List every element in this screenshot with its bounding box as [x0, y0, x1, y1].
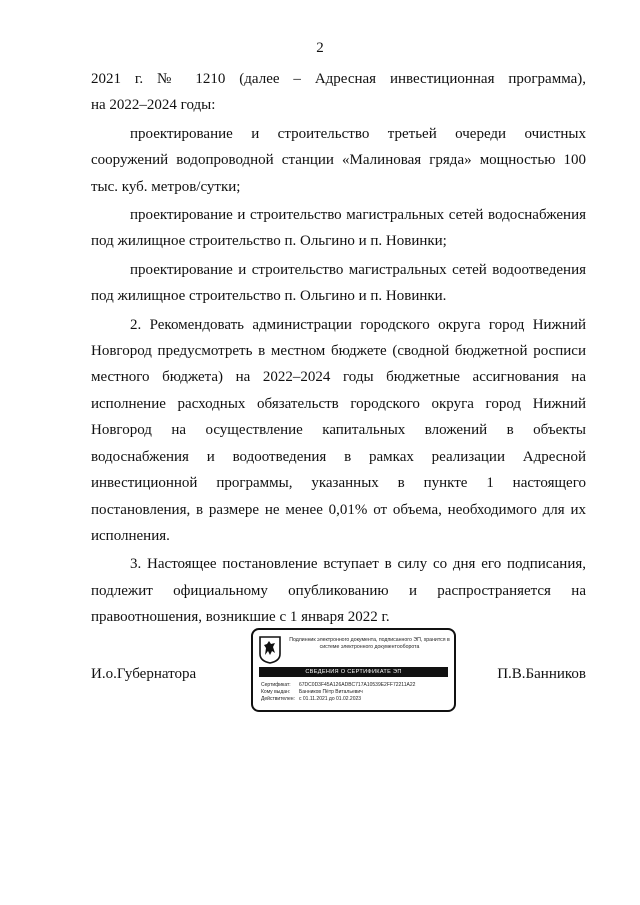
stamp-header: Подлинник электронного документа, подписанного ЭП, хранится в системе электронного документооборота: [289, 637, 450, 650]
page-number: 2: [316, 40, 324, 56]
paragraph-item-sewerage: проектирование и строительство магистральных сетей водоотведения под жилищное строительство п. Ольгино и п. Новинки.: [91, 261, 586, 305]
signatory-name: П.В.Банников: [497, 666, 586, 682]
stamp-details: [261, 682, 451, 703]
paragraph-item-water-supply: проектирование и строительство магистральных сетей водоснабжения под жилищное строительство п. Ольгино и п. Новинки;: [91, 207, 586, 250]
electronic-signature-stamp: [251, 628, 456, 712]
stamp-row-validity: Действителен: с 01.11.2021 до 01.02.2023: [261, 696, 362, 702]
paragraph-item-treatment: проектирование и строительство третьей очереди очистных сооружений водопроводной станции «Малиновая гряда» мощностью 100 тыс. куб. метров/сутки;: [91, 125, 586, 195]
document-body: [91, 66, 586, 631]
paragraph-continuation: 2021 г. № 1210 (далее – Адресная инвестиционная программа),: [91, 71, 586, 87]
paragraph-clause-3: 3. Настоящее постановление вступает в силу со дня его подписания, подлежит официальному опубликованию и распространяется на правоотношения, возникшие с 1 января 2022 г.: [91, 556, 586, 626]
stamp-row-certificate: Сертификат: 67DC0D3F45A126ADBC717A10539E2FF72211A22: [261, 682, 416, 688]
paragraph-years: на 2022–2024 годы:: [91, 97, 216, 114]
paragraph-clause-2: 2. Рекомендовать администрации городского округа город Нижний Новгород предусмотреть в местном бюджете (сводной бюджетной росписи местного бюджета) на 2022–2024 годы бюджетные ассигнования на исполнение расходных обязательств городского округа город Нижний Новгород на осуществление капитальных вложений в объекты водоснабжения и водоотведения в рамках реализации Адресной инвестиционной программы, указанных в пункте 1 настоящего постановления, в размере не менее 0,01% от объема, необходимого для их исполнения.: [91, 316, 586, 544]
coat-of-arms-icon: [259, 636, 281, 664]
signatory-position: И.о.Губернатора: [91, 666, 197, 682]
stamp-title: СВЕДЕНИЯ О СЕРТИФИКАТЕ ЭП: [259, 667, 448, 677]
stamp-row-owner: Кому выдан: Банников Пётр Витальевич: [261, 689, 363, 695]
